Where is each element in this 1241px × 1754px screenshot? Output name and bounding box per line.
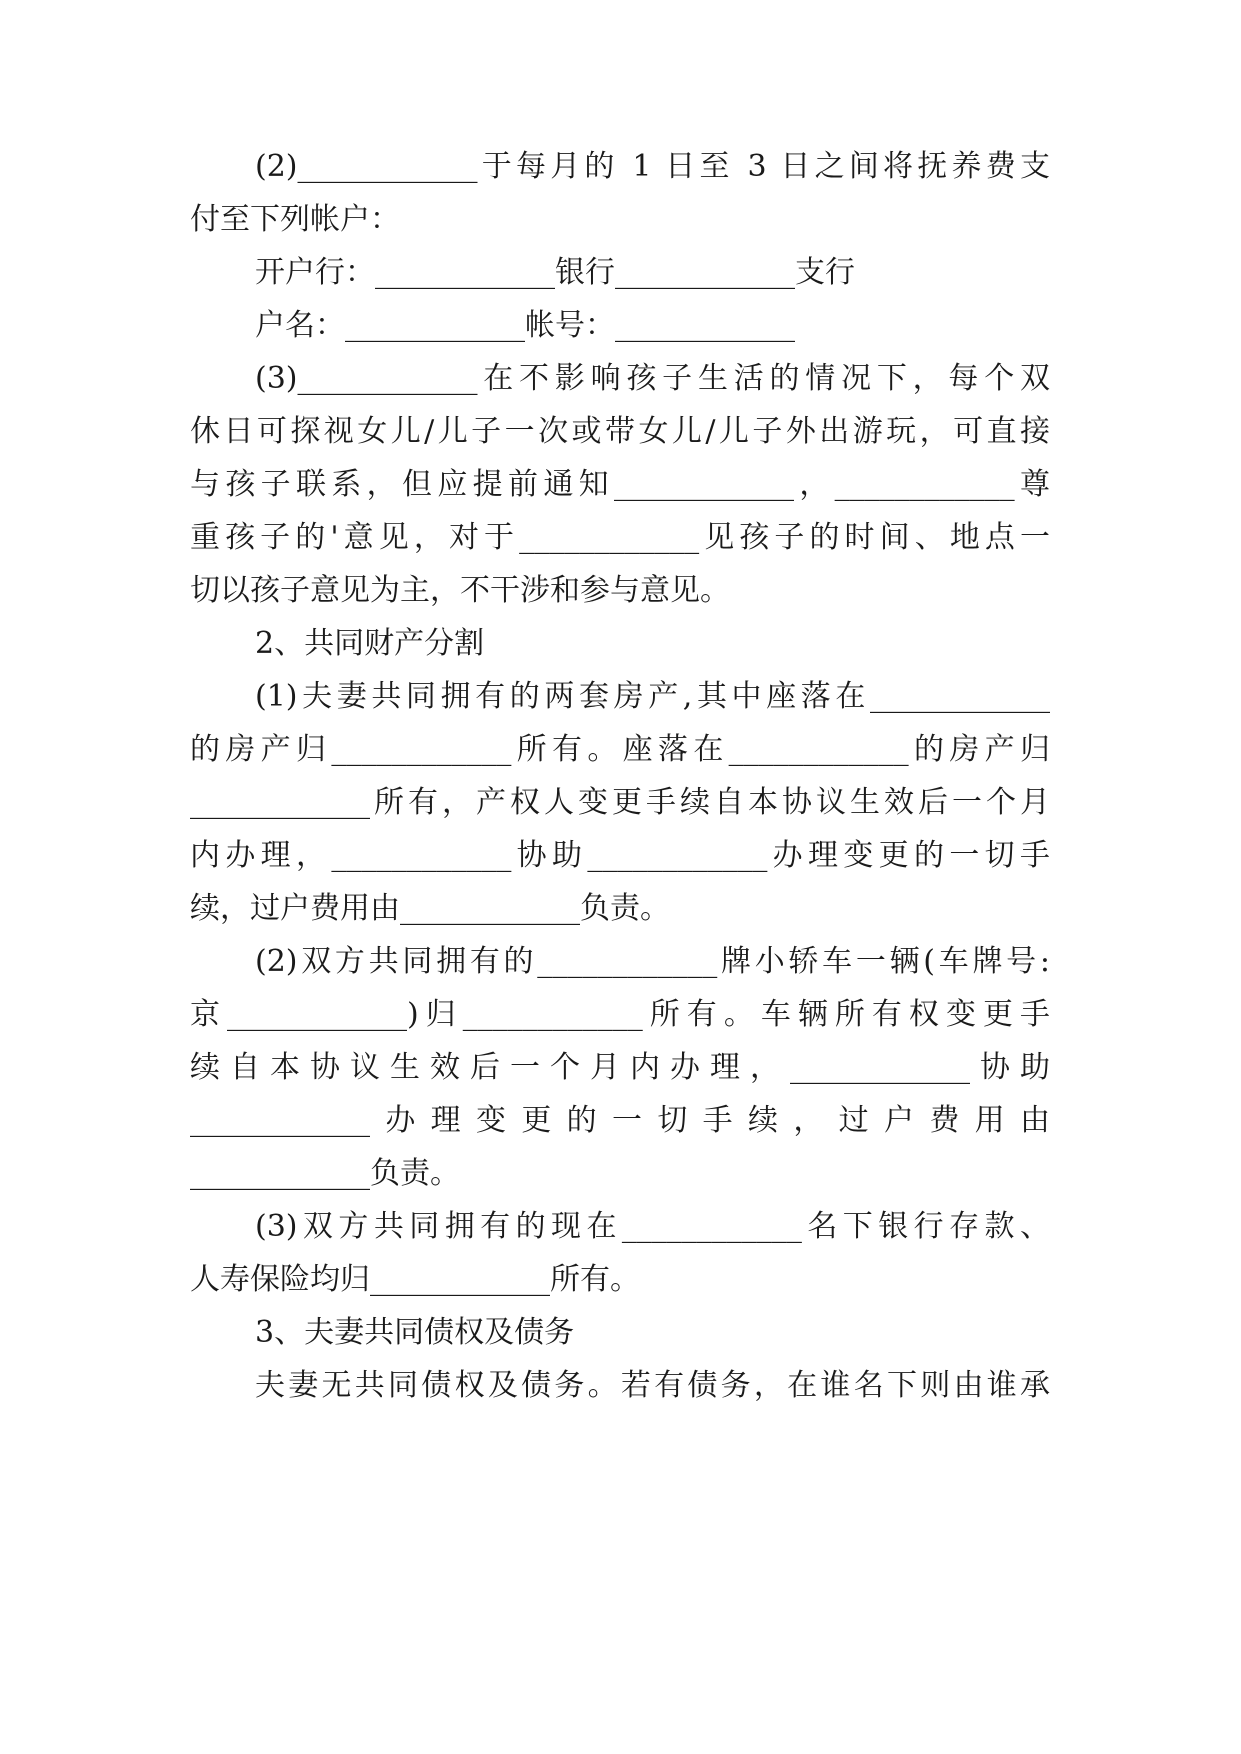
- text-line: 人寿保险均归____________所有。: [190, 1262, 640, 1297]
- text-line: (3)____________在不影响孩子生活的情况下，每个双: [255, 361, 1050, 396]
- text-line: 休日可探视女儿/儿子一次或带女儿/儿子外出游玩，可直接: [190, 414, 1050, 449]
- text-line: 续，过户费用由____________负责。: [190, 891, 670, 926]
- text-line: 户名：____________帐号：____________: [255, 308, 795, 343]
- text-line: 重孩子的'意见，对于____________见孩子的时间、地点一: [190, 520, 1050, 555]
- text-line: ____________负责。: [190, 1156, 460, 1191]
- text-line: (1)夫妻共同拥有的两套房产,其中座落在____________: [255, 679, 1050, 714]
- section-heading: 2、共同财产分割: [255, 626, 485, 661]
- text-line: ____________办理变更的一切手续，过户费用由: [190, 1103, 1050, 1138]
- text-line: 与孩子联系，但应提前通知____________，____________尊: [190, 467, 1050, 502]
- section-heading: 3、夫妻共同债权及债务: [255, 1315, 575, 1350]
- text-line: (3)双方共同拥有的现在____________名下银行存款、: [255, 1209, 1050, 1244]
- text-line: 夫妻无共同债权及债务。若有债务，在谁名下则由谁承: [255, 1368, 1050, 1403]
- text-line: ____________所有，产权人变更手续自本协议生效后一个月: [190, 785, 1050, 820]
- text-line: 内办理，____________协助____________办理变更的一切手: [190, 838, 1050, 873]
- text-line: 的房产归____________所有。座落在____________的房产归: [190, 732, 1050, 767]
- text-line: 开户行：____________银行____________支行: [255, 255, 855, 290]
- text-line: (2)双方共同拥有的____________牌小轿车一辆(车牌号:: [255, 944, 1050, 979]
- text-line: 付至下列帐户：: [190, 202, 400, 237]
- text-line: 续自本协议生效后一个月内办理，____________协助: [190, 1050, 1050, 1085]
- text-line: 切以孩子意见为主，不干涉和参与意见。: [190, 573, 730, 608]
- text-line: 京____________)归____________所有。车辆所有权变更手: [190, 997, 1050, 1032]
- text-line: (2)____________于每月的 1 日至 3 日之间将抚养费支: [255, 149, 1050, 184]
